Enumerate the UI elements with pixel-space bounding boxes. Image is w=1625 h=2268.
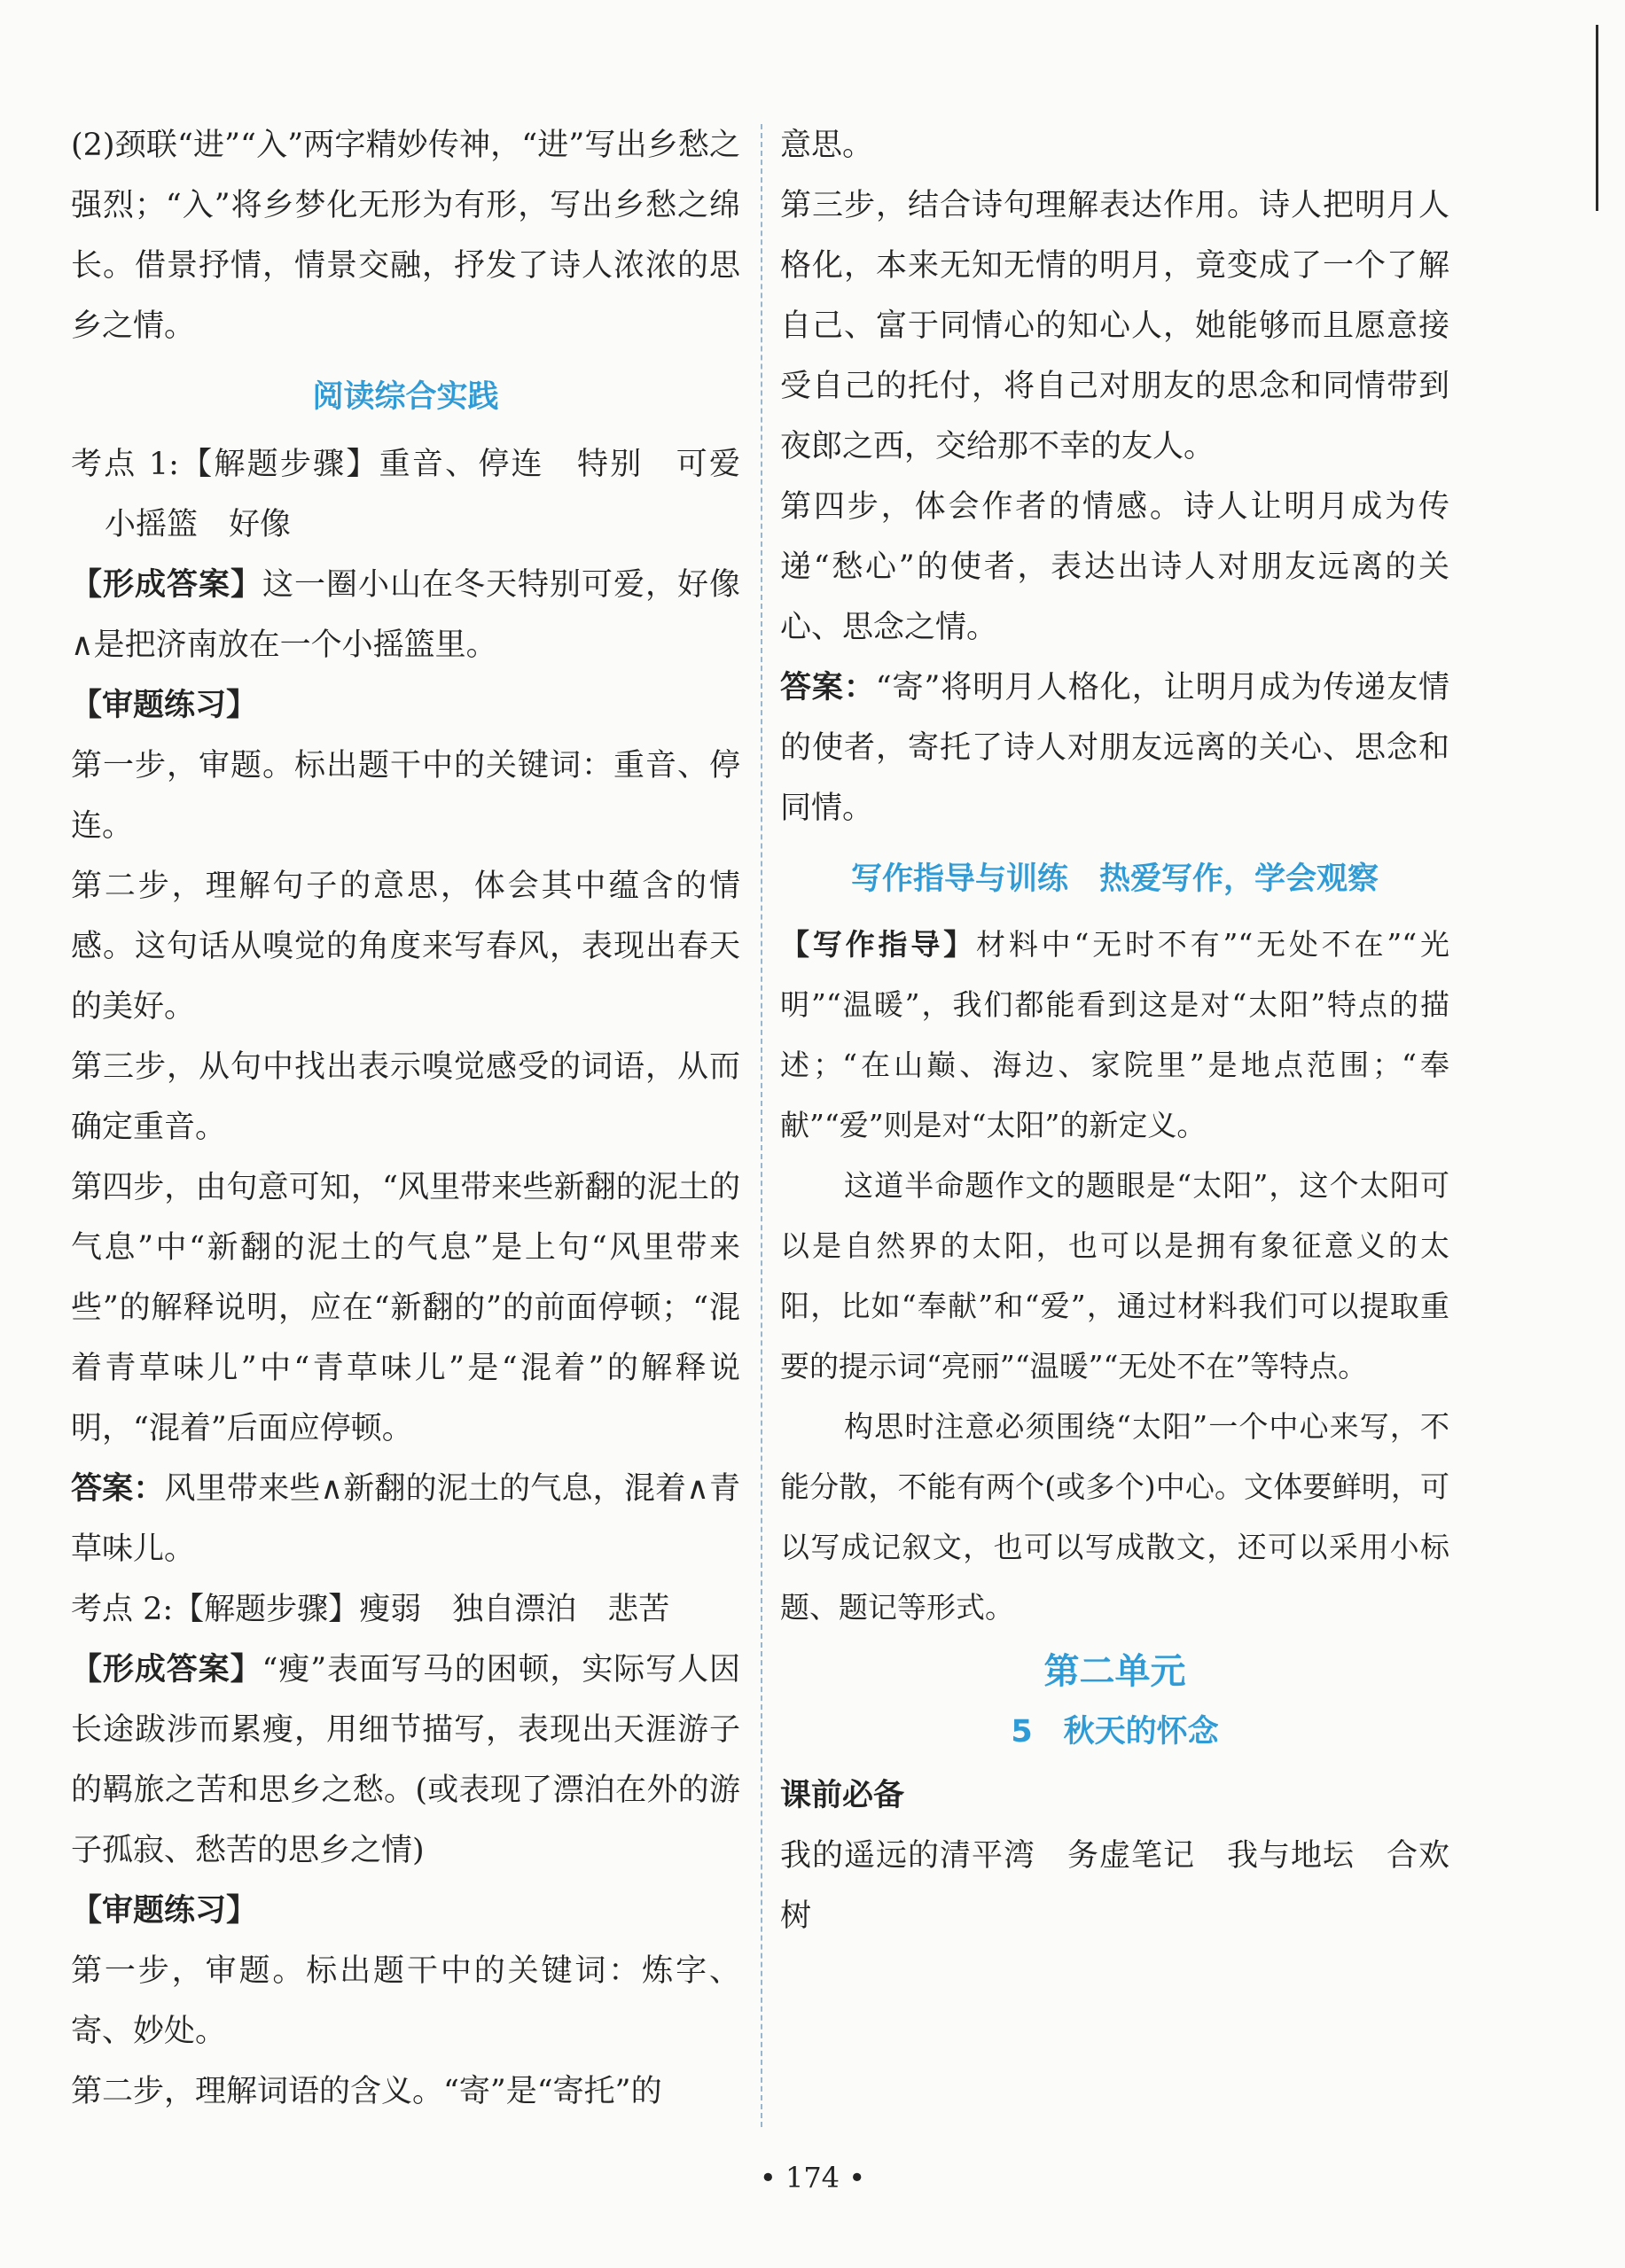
prep-heading: 课前必备 [780, 1778, 905, 1813]
answer-2-label: 答案： [780, 670, 876, 705]
unit-title: 第二单元 [1043, 1651, 1186, 1692]
answer-formed-1-label: 【形成答案】 [71, 567, 262, 603]
answer-formed-1 [71, 555, 740, 675]
kaodian-2-label: 考点 2:【解题步骤】 [71, 1592, 360, 1627]
section-title-writing: 写作指导与训练 热爱写作，学会观察 [850, 861, 1379, 897]
step-1: 第一步，审题。标出题干中的关键词：重音、停连。 [71, 748, 740, 844]
practice-heading-1: 【审题练习】 [71, 688, 258, 723]
answer-formed-1-text: 这一圈小山在冬天特别可爱，好像∧是把济南放在一个小摇篮里。 [71, 567, 740, 663]
answer-1-text: 风里带来些∧新翻的泥土的气息，混着∧青草味儿。 [71, 1471, 740, 1567]
step-b-1: 第一步，审题。标出题干中的关键词：炼字、寄、妙处。 [71, 1953, 740, 2049]
column-divider [761, 124, 762, 2127]
step-3: 第三步，从句中找出表示嗅觉感受的词语，从而确定重音。 [71, 1049, 740, 1145]
answer-2-text: “寄”将明月人格化，让明月成为传递友情的使者，寄托了诗人对朋友远离的关心、思念和同情。 [780, 670, 1449, 826]
writing-guide [780, 915, 1449, 1638]
writing-guide-p2: 这道半命题作文的题眼是“太阳”，这个太阳可以是自然界的太阳，也可以是拥有象征意义的太阳，比如“奉献”和“爱”，通过材料我们可以提取重要的提示词“亮丽”“温暖”“无处不在”等特点。 [780, 1168, 1449, 1383]
kaodian-1-label: 考点 1:【解题步骤】 [71, 447, 379, 482]
step-4: 第四步，由句意可知，“风里带来些新翻的泥土的气息”中“新翻的泥土的气息”是上句“风里带来些”的解释说明，应在“新翻的”的前面停顿；“混着青草味儿”中“青草味儿”是“混着”的解释说明，“混着”后面应停顿。 [71, 1170, 740, 1446]
paragraph-q2: (2)颈联“进”“入”两字精妙传神，“进”写出乡愁之强烈；“入”将乡梦化无形为有形，写出乡愁之绵长。借景抒情，情景交融，抒发了诗人浓浓的思乡之情。 [71, 128, 740, 344]
kaodian-2 [71, 1579, 740, 1640]
book-list: 我的遥远的清平湾 务虚笔记 我与地坛 合欢树 [780, 1838, 1449, 1934]
answer-formed-2-label: 【形成答案】 [71, 1652, 262, 1687]
kaodian-1-text: 重音、停连 特别 可爱 小摇篮 好像 [105, 447, 772, 542]
answer-formed-2 [71, 1640, 740, 1881]
practice-heading-2: 【审题练习】 [71, 1893, 258, 1929]
step-r-3: 第三步，结合诗句理解表达作用。诗人把明月人格化，本来无知无情的明月，竟变成了一个了解自己、富于同情心的知心人，她能够而且愿意接受自己的托付，将自己对朋友的思念和同情带到夜郎之西，交给那不幸的友人。 [780, 188, 1449, 464]
section-title-reading: 阅读综合实践 [312, 379, 499, 415]
writing-guide-p3: 构思时注意必须围绕“太阳”一个中心来写，不能分散，不能有两个(或多个)中心。文体要鲜明，可以写成记叙文，也可以写成散文，还可以采用小标题、题记等形式。 [780, 1409, 1449, 1625]
left-column [71, 115, 772, 2122]
writing-guide-text: 材料中“无时不有”“无处不在”“光明”“温暖”，我们都能看到这是对“太阳”特点的描述；“在山巅、海边、家院里”是地点范围；“奉献”“爱”则是对“太阳”的新定义。 [780, 927, 1450, 1142]
right-column [780, 115, 1449, 1946]
page-number: • 174 • [759, 2161, 866, 2194]
writing-guide-p1 [780, 915, 1449, 1156]
kaodian-1 [71, 434, 772, 555]
continued-text: 意思。 [780, 128, 874, 163]
step-b-2: 第二步，理解词语的含义。“寄”是“寄托”的 [71, 2074, 662, 2109]
step-r-4: 第四步，体会作者的情感。诗人让明月成为传递“愁心”的使者，表达出诗人对朋友远离的关心、思念之情。 [780, 489, 1449, 645]
page-edge-mark [1596, 25, 1598, 211]
step-2: 第二步，理解句子的意思，体会其中蕴含的情感。这句话从嗅觉的角度来写春风，表现出春天的美好。 [71, 869, 740, 1025]
kaodian-2-text: 瘦弱 独自漂泊 悲苦 [359, 1592, 670, 1627]
answer-2 [780, 658, 1449, 838]
answer-1 [71, 1459, 740, 1579]
answer-1-label: 答案： [71, 1471, 165, 1507]
answer-formed-2-text: “瘦”表面写马的困顿，实际写人因长途跋涉而累瘦，用细节描写，表现出天涯游子的羁旅之苦和思乡之愁。(或表现了漂泊在外的游子孤寂、愁苦的思乡之情) [71, 1652, 740, 1868]
lesson-title: 5 秋天的怀念 [1011, 1714, 1219, 1750]
writing-guide-label: 【写作指导】 [780, 927, 976, 962]
